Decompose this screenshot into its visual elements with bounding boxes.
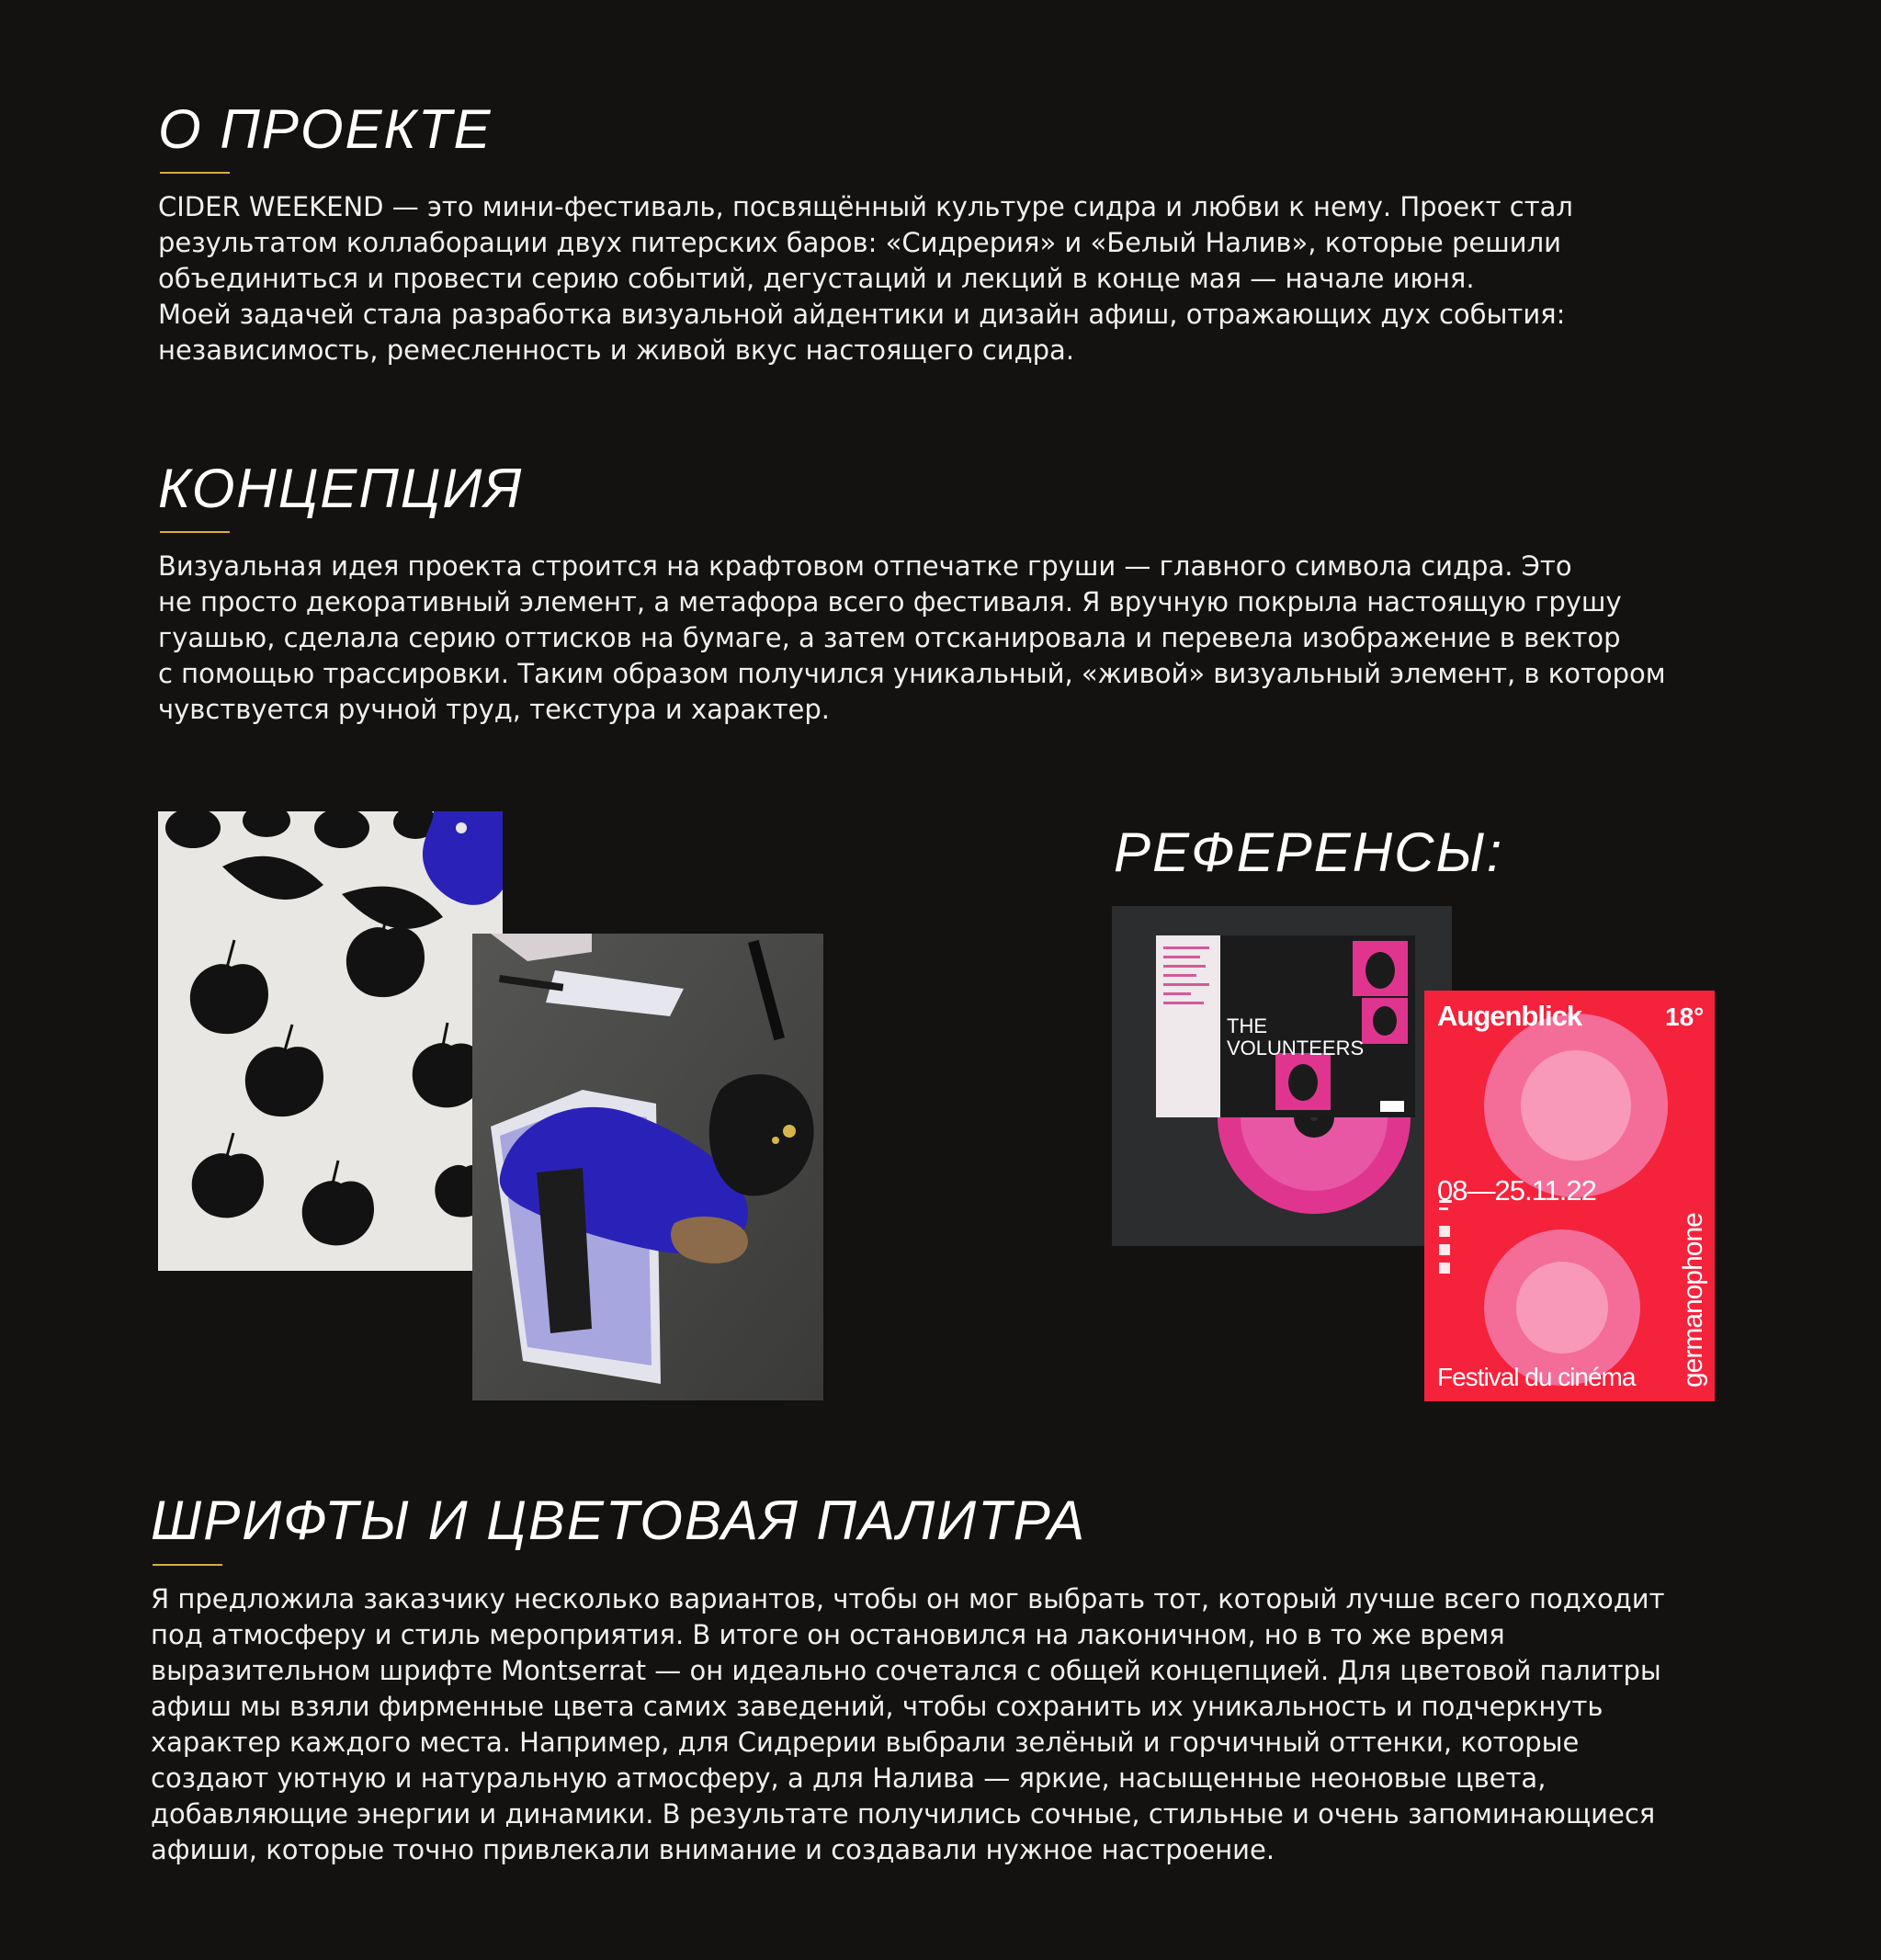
concept-heading: КОНЦЕПЦИЯ bbox=[158, 458, 524, 519]
fonts-line: добавляющие энергии и динамики. В результате получились сочные, стильные и очень запоминающиеся bbox=[151, 1798, 1656, 1830]
poster-subtitle: Festival du cinéma bbox=[1437, 1363, 1636, 1391]
about-accent-rule bbox=[160, 172, 230, 174]
vinyl-illustration bbox=[1112, 906, 1452, 1246]
fonts-line: характер каждого места. Например, для Сидрерии выбрали зелёный и горчичный оттенки, которые bbox=[151, 1727, 1580, 1758]
pear-print-image bbox=[158, 811, 503, 1271]
about-line: Моей задачей стала разработка визуальной айдентики и дизайн афиш, отражающих дух события: bbox=[158, 299, 1566, 330]
concept-line: чувствуется ручной труд, текстура и характер. bbox=[158, 694, 830, 725]
poster-dates: 08—25.11.22 bbox=[1437, 1174, 1596, 1207]
poster-edition: 18° bbox=[1665, 1003, 1705, 1031]
concept-paragraph bbox=[158, 549, 1666, 728]
fonts-paragraph bbox=[151, 1581, 1665, 1868]
vinyl-title-line2: VOLUNTEERS bbox=[1227, 1037, 1365, 1059]
about-heading: О ПРОЕКТЕ bbox=[158, 98, 493, 160]
references-heading: РЕФЕРЕНСЫ: bbox=[1114, 821, 1504, 883]
fonts-line: Я предложила заказчику несколько вариантов, чтобы он мог выбрать тот, который лучше всего подходит bbox=[151, 1583, 1665, 1614]
fonts-line: выразительном шрифте Montserrat — он идеально сочетался с общей концепцией. Для цветовой палитры bbox=[151, 1655, 1661, 1686]
concept-line: с помощью трассировки. Таким образом получился уникальный, «живой» визуальный элемент, в котором bbox=[158, 658, 1666, 689]
vinyl-title-line1: THE bbox=[1227, 1014, 1267, 1037]
fonts-heading: ШРИФТЫ И ЦВЕТОВАЯ ПАЛИТРА bbox=[151, 1490, 1087, 1551]
concept-line: гуашью, сделала серию оттисков на бумаге, а затем отсканировала и перевела изображение в вектор bbox=[158, 622, 1621, 653]
reference-poster-image bbox=[1424, 991, 1715, 1401]
about-line: независимость, ремесленность и живой вкус настоящего сидра. bbox=[158, 334, 1075, 366]
concept-line: не просто декоративный элемент, а метафора всего фестиваля. Я вручную покрыла настоящую грушу bbox=[158, 586, 1622, 617]
fonts-line: под атмосферу и стиль мероприятия. В итоге он остановился на лаконичном, но в то же время bbox=[151, 1619, 1505, 1650]
fonts-line: создают уютную и натуральную атмосферу, а для Налива — яркие, насыщенные неоновые цвета, bbox=[151, 1762, 1547, 1794]
poster-title: Augenblick bbox=[1437, 1000, 1582, 1032]
about-line: объединиться и провести серию событий, дегустаций и лекций в конце мая — начале июня. bbox=[158, 263, 1475, 294]
about-line: результатом коллаборации двух питерских баров: «Сидрерия» и «Белый Налив», которые решили bbox=[158, 227, 1561, 258]
pear-stamp-illustration bbox=[472, 934, 823, 1400]
poster-vertical-word: germanophone bbox=[1678, 1213, 1708, 1388]
fonts-line: афиши, которые точно привлекали внимание и создавали нужное настроение. bbox=[151, 1834, 1275, 1865]
concept-accent-rule bbox=[160, 531, 230, 533]
poster-illustration bbox=[1424, 991, 1715, 1401]
concept-line: Визуальная идея проекта строится на крафтовом отпечатке груши — главного символа сидра. Это bbox=[158, 550, 1572, 582]
fonts-accent-rule bbox=[153, 1564, 222, 1566]
pear-print-illustration bbox=[158, 811, 503, 1271]
fonts-line: афиш мы взяли фирменные цвета самих заведений, чтобы сохранить их уникальность и подчеркнуть bbox=[151, 1691, 1603, 1722]
about-paragraph bbox=[158, 189, 1573, 368]
reference-vinyl-image bbox=[1112, 906, 1452, 1246]
pear-stamp-photo bbox=[472, 934, 823, 1400]
about-line: CIDER WEEKEND — это мини-фестиваль, посвящённый культуре сидра и любви к нему. Проект стал bbox=[158, 191, 1573, 222]
